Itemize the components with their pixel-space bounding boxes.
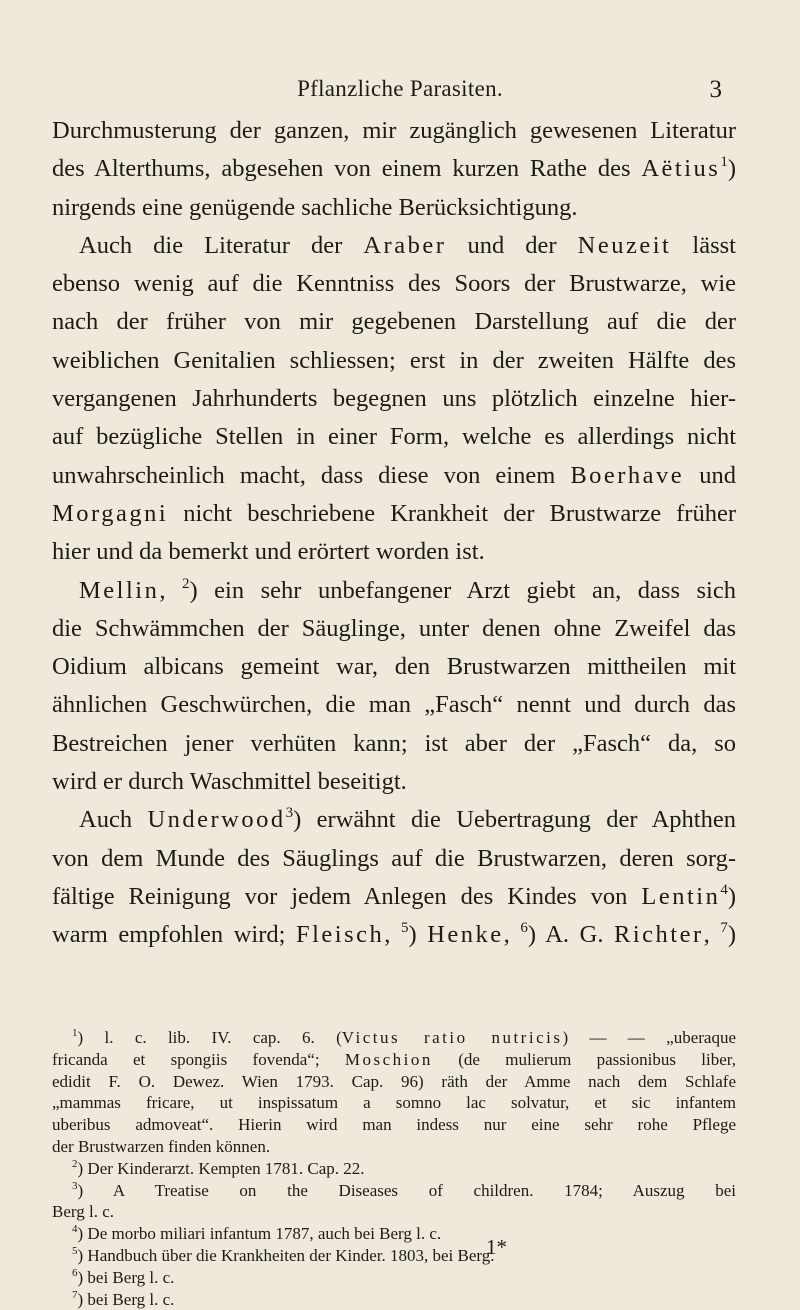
text-line: fältige Reinigung vor jedem Anlegen des Kindes von Lentin$^4$) [52, 881, 736, 910]
footnote-ref: 7 [720, 920, 728, 937]
author-name: Fleisch [295, 921, 385, 949]
running-title: Pflanzliche Parasiten. [297, 76, 503, 101]
footnote-line: fricanda et spongiis fovenda“; Moschion (de mulierum passionibus liber, [52, 1049, 736, 1069]
footnote-line: $^2$) Der Kinderarzt. Kempten 1781. Cap. 22. [72, 1157, 365, 1178]
emphasis: Neuzeit [577, 231, 672, 259]
footnote-line: $^4$) De morbo miliari infantum 1787, auch bei Berg l. c. [72, 1223, 442, 1244]
text-line: Auch Underwood$^3$) erwähnt die Uebertragung der Aphthen [79, 805, 736, 834]
footnote-line: edidit F. O. Dewez. Wien 1793. Cap. 96) räth der Amme nach dem Schlafe [52, 1071, 736, 1091]
author-name: Underwood [147, 806, 286, 834]
footnote-ref: 1 [720, 154, 728, 171]
text-line: vergangenen Jahrhunderts begegnen uns plötzlich einzelne hier- [52, 385, 736, 413]
text-line: Bestreichen jener verhüten kann; ist aber der „Fasch“ da, so [52, 729, 736, 757]
text-line: weiblichen Genitalien schliessen; erst in der zweiten Hälfte des [52, 346, 736, 374]
footnote-line: $^3$) A Treatise on the Diseases of children. 1784; Auszug bei [72, 1179, 736, 1200]
body-text [52, 112, 736, 955]
signature-mark: 1* [486, 1235, 507, 1259]
text-line: warm empfohlen wird; Fleisch, $^5$) Henke, $^6$) A. G. Richter, $^7$) [52, 920, 737, 949]
footnote-ref: 3 [285, 805, 294, 822]
footnotes [52, 1027, 736, 1310]
author-name: Lentin [641, 882, 721, 910]
text-line: auf bezügliche Stellen in einer Form, welche es allerdings nicht [52, 423, 736, 451]
footnote-line: der Brustwarzen finden können. [52, 1136, 271, 1156]
author-name: Mellin [79, 576, 160, 604]
text-line: nach der früher von mir gegebenen Darstellung auf die der [52, 308, 736, 336]
footnote-line: uberibus admoveat“. Hierin wird man indess nur eine sehr rohe Pflege [52, 1115, 736, 1135]
footnote-line: Berg l. c. [52, 1202, 115, 1222]
text-line: wird er durch Waschmittel beseitigt. [52, 768, 407, 796]
author-name: Boerhave [570, 461, 685, 489]
text-line: unwahrscheinlich macht, dass diese von einem Boerhave und [52, 461, 736, 489]
text-line: die Schwämmchen der Säuglinge, unter denen ohne Zweifel das [52, 614, 736, 642]
author-name: Aëtius [641, 155, 721, 183]
footnote-ref: 4 [720, 881, 728, 898]
text-line: Durchmusterung der ganzen, mir zugänglich gewesenen Literatur [52, 117, 736, 144]
author-name: Henke [427, 921, 504, 949]
page-header [0, 76, 800, 106]
text-line: Morgagni nicht beschriebene Krankheit der Brustwarze früher [52, 499, 736, 527]
footnote-line: $^7$) bei Berg l. c. [72, 1288, 175, 1309]
author-name: Richter [614, 921, 704, 949]
footnote-ref: 5 [400, 920, 409, 937]
text-line: Auch die Literatur der Araber und der Neuzeit lässt [79, 231, 736, 259]
text-line: des Alterthums, abgesehen von einem kurzen Rathe des Aëtius$^1$) [52, 154, 736, 183]
footnote-ref: 6 [520, 920, 528, 937]
text-line: ähnlichen Geschwürchen, die man „Fasch“ nennt und durch das [52, 691, 736, 719]
footnote-line: $^5$) Handbuch über die Krankheiten der Kinder. 1803, bei Berg. [72, 1244, 495, 1265]
author-name: Morgagni [52, 499, 169, 527]
text-line: von dem Munde des Säuglings auf die Brustwarzen, deren sorg- [52, 844, 736, 872]
footnote-line: „mammas fricare, ut inspissatum a somno lac solvatur, et sic infantem [52, 1093, 736, 1113]
page-number: 3 [709, 76, 722, 103]
footnote-line: $^1$) l. c. lib. IV. cap. 6. (Victus ratio nutricis) — — „uberaque [72, 1027, 736, 1047]
footnote-ref: 2 [182, 575, 190, 592]
text-line: ebenso wenig auf die Kenntniss des Soors der Brustwarze, wie [52, 270, 736, 298]
text-line: Mellin, $^2$) ein sehr unbefangener Arzt giebt an, dass sich [79, 575, 736, 604]
emphasis: Araber [363, 231, 447, 259]
footnote-line: $^6$) bei Berg l. c. [72, 1266, 175, 1287]
text-line: Oidium albicans gemeint war, den Brustwarzen mittheilen mit [52, 653, 736, 681]
text-line: nirgends eine genügende sachliche Berücksichtigung. [52, 193, 578, 221]
text-line: hier und da bemerkt und erörtert worden ist. [52, 538, 485, 566]
